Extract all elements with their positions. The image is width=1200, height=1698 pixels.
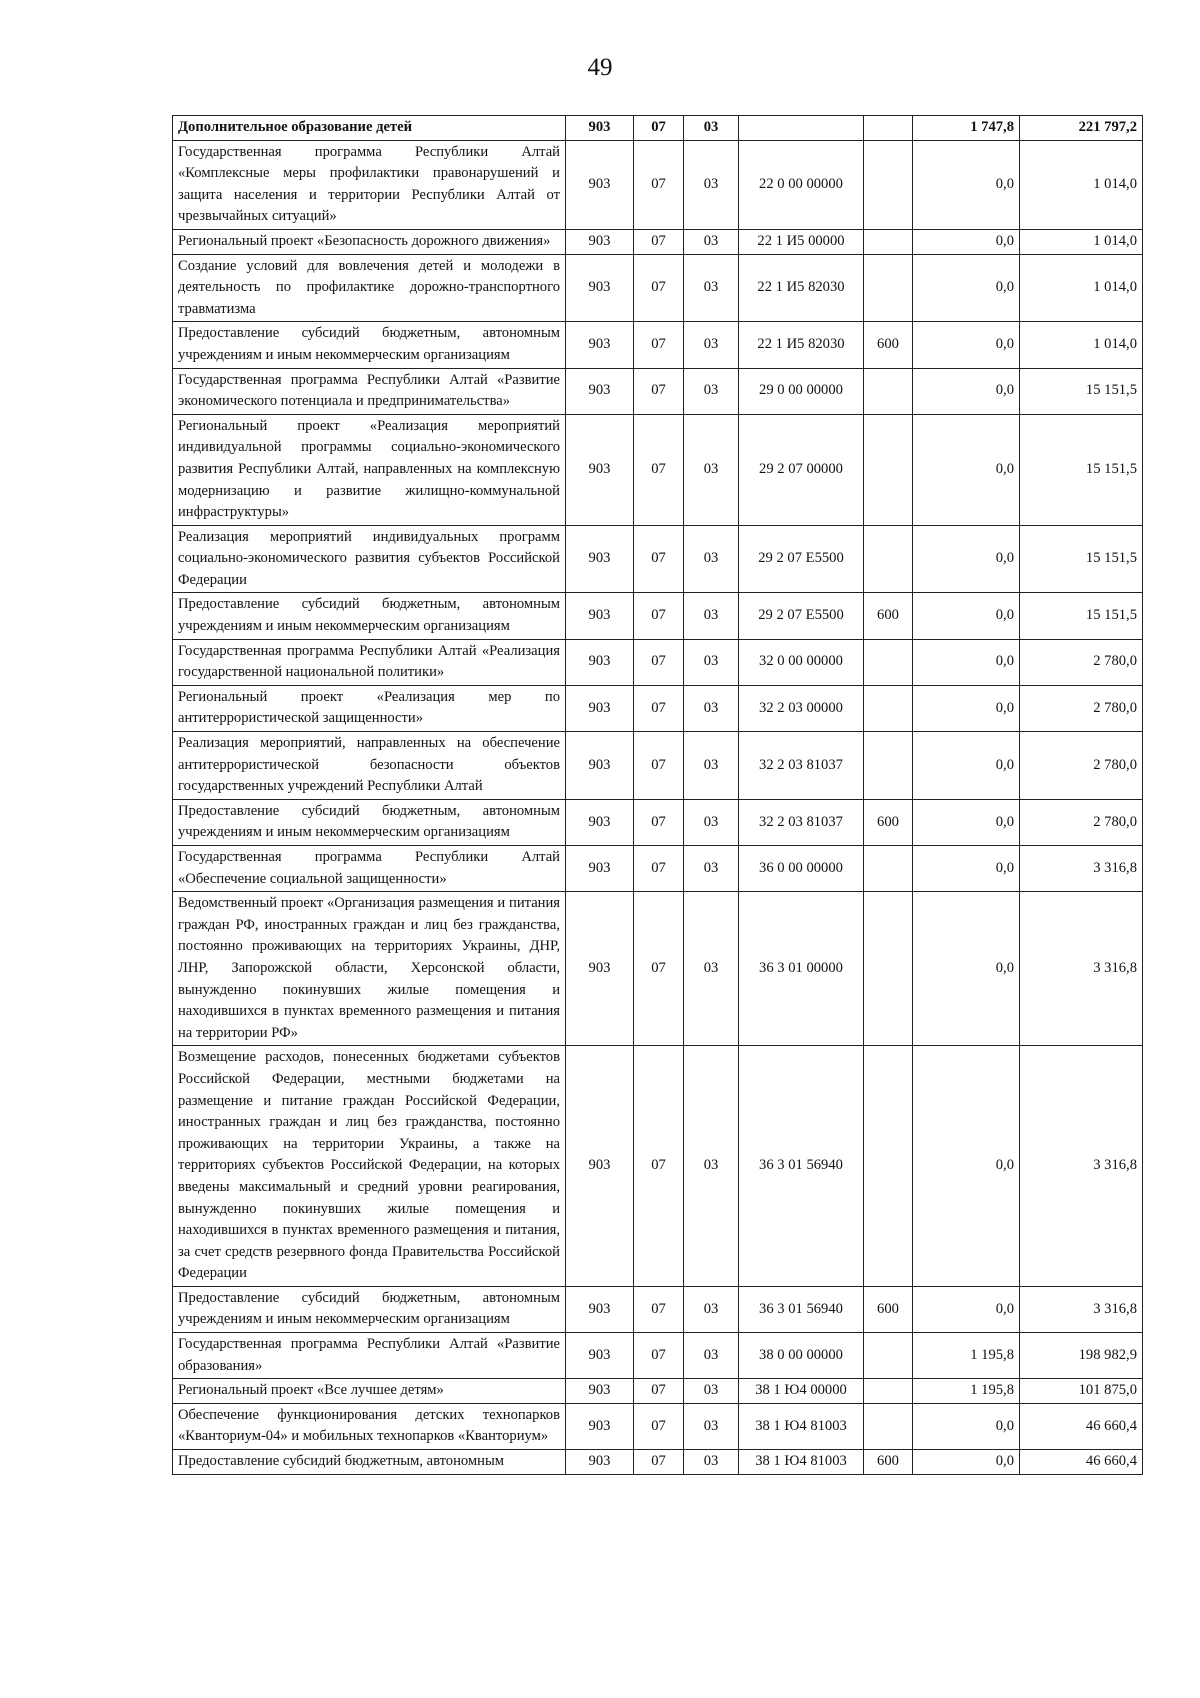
expense-type-cell (864, 229, 913, 254)
table-row (173, 1333, 1143, 1379)
admin-code-cell: 903 (566, 1379, 634, 1404)
amount-federal-cell: 1 195,8 (913, 1379, 1020, 1404)
expense-type-cell: 600 (864, 799, 913, 845)
section-cell: 07 (634, 1046, 684, 1287)
amount-federal-cell: 0,0 (913, 892, 1020, 1046)
expense-type-cell (864, 1333, 913, 1379)
table-row (173, 593, 1143, 639)
subsection-cell: 03 (684, 799, 739, 845)
row-name-cell: Ведомственный проект «Организация размещения и питания граждан РФ, иностранных граждан и лиц без гражданства, постоянно проживающих на территориях Украины, ДНР, ЛНР, Запорожской области, Херсонской области, вынужденно покинувших жилые помещения и находившихся в пунктах временного размещения и питания на территории РФ» (173, 892, 566, 1046)
expense-type-cell (864, 525, 913, 593)
table-row (173, 140, 1143, 229)
row-name-cell: Государственная программа Республики Алтай «Развитие образования» (173, 1333, 566, 1379)
row-name-cell: Государственная программа Республики Алтай «Обеспечение социальной защищенности» (173, 846, 566, 892)
target-article-cell: 22 1 И5 00000 (739, 229, 864, 254)
target-article-cell: 29 2 07 Е5500 (739, 525, 864, 593)
expense-type-cell (864, 846, 913, 892)
target-article-cell: 38 0 00 00000 (739, 1333, 864, 1379)
amount-federal-cell: 0,0 (913, 685, 1020, 731)
target-article-cell: 32 2 03 00000 (739, 685, 864, 731)
admin-code-cell: 903 (566, 414, 634, 525)
expense-type-cell: 600 (864, 593, 913, 639)
target-article-cell: 22 1 И5 82030 (739, 254, 864, 322)
amount-federal-cell: 1 747,8 (913, 116, 1020, 141)
admin-code-cell: 903 (566, 1403, 634, 1449)
target-article-cell: 36 3 01 56940 (739, 1286, 864, 1332)
row-name-cell: Региональный проект «Реализация мер по антитеррористической защищенности» (173, 685, 566, 731)
amount-total-cell: 46 660,4 (1020, 1403, 1143, 1449)
target-article-cell: 22 0 00 00000 (739, 140, 864, 229)
subsection-cell: 03 (684, 140, 739, 229)
expense-type-cell (864, 140, 913, 229)
table-row (173, 525, 1143, 593)
amount-total-cell: 2 780,0 (1020, 732, 1143, 800)
amount-total-cell: 101 875,0 (1020, 1379, 1143, 1404)
amount-total-cell: 15 151,5 (1020, 525, 1143, 593)
subsection-cell: 03 (684, 1046, 739, 1287)
subsection-cell: 03 (684, 322, 739, 368)
amount-federal-cell: 0,0 (913, 368, 1020, 414)
subsection-cell: 03 (684, 892, 739, 1046)
admin-code-cell: 903 (566, 140, 634, 229)
row-name-cell: Создание условий для вовлечения детей и молодежи в деятельность по профилактике дорожно-транспортного травматизма (173, 254, 566, 322)
admin-code-cell: 903 (566, 892, 634, 1046)
table-row (173, 799, 1143, 845)
amount-total-cell: 15 151,5 (1020, 593, 1143, 639)
amount-total-cell: 3 316,8 (1020, 846, 1143, 892)
target-article-cell: 32 2 03 81037 (739, 732, 864, 800)
amount-federal-cell: 1 195,8 (913, 1333, 1020, 1379)
admin-code-cell: 903 (566, 1286, 634, 1332)
amount-total-cell: 1 014,0 (1020, 140, 1143, 229)
section-cell: 07 (634, 1450, 684, 1475)
amount-total-cell: 3 316,8 (1020, 1046, 1143, 1287)
admin-code-cell: 903 (566, 229, 634, 254)
subsection-cell: 03 (684, 1450, 739, 1475)
expense-type-cell (864, 892, 913, 1046)
amount-federal-cell: 0,0 (913, 229, 1020, 254)
section-cell: 07 (634, 229, 684, 254)
amount-total-cell: 15 151,5 (1020, 414, 1143, 525)
expense-type-cell (864, 732, 913, 800)
subsection-cell: 03 (684, 525, 739, 593)
amount-total-cell: 3 316,8 (1020, 1286, 1143, 1332)
amount-federal-cell: 0,0 (913, 1046, 1020, 1287)
table-row (173, 1379, 1143, 1404)
subsection-cell: 03 (684, 368, 739, 414)
target-article-cell: 38 1 Ю4 00000 (739, 1379, 864, 1404)
row-name-cell: Государственная программа Республики Алтай «Реализация государственной национальной политики» (173, 639, 566, 685)
row-name-cell: Предоставление субсидий бюджетным, автономным (173, 1450, 566, 1475)
table-row (173, 1286, 1143, 1332)
expense-type-cell (864, 254, 913, 322)
admin-code-cell: 903 (566, 254, 634, 322)
row-name-cell: Государственная программа Республики Алтай «Комплексные меры профилактики правонарушений и защита населения и территории Республики Алтай от чрезвычайных ситуаций» (173, 140, 566, 229)
expense-type-cell (864, 639, 913, 685)
amount-federal-cell: 0,0 (913, 846, 1020, 892)
admin-code-cell: 903 (566, 593, 634, 639)
admin-code-cell: 903 (566, 1333, 634, 1379)
target-article-cell: 29 2 07 Е5500 (739, 593, 864, 639)
table-row (173, 116, 1143, 141)
table-row (173, 1450, 1143, 1475)
admin-code-cell: 903 (566, 1450, 634, 1475)
section-cell: 07 (634, 1403, 684, 1449)
table-row (173, 639, 1143, 685)
section-cell: 07 (634, 322, 684, 368)
target-article-cell: 29 2 07 00000 (739, 414, 864, 525)
expense-type-cell (864, 414, 913, 525)
table-row (173, 368, 1143, 414)
expense-type-cell: 600 (864, 1286, 913, 1332)
admin-code-cell: 903 (566, 525, 634, 593)
row-name-cell: Региональный проект «Реализация мероприятий индивидуальной программы социально-экономического развития Республики Алтай, направленных на комплексную модернизацию и развитие жилищно-коммунальной инфраструктуры» (173, 414, 566, 525)
admin-code-cell: 903 (566, 799, 634, 845)
expense-type-cell (864, 1379, 913, 1404)
target-article-cell: 36 3 01 56940 (739, 1046, 864, 1287)
expense-type-cell: 600 (864, 1450, 913, 1475)
row-name-cell: Государственная программа Республики Алтай «Развитие экономического потенциала и предпринимательства» (173, 368, 566, 414)
amount-total-cell: 2 780,0 (1020, 685, 1143, 731)
section-cell: 07 (634, 1286, 684, 1332)
row-name-cell: Предоставление субсидий бюджетным, автономным учреждениям и иным некоммерческим организациям (173, 799, 566, 845)
admin-code-cell: 903 (566, 685, 634, 731)
row-name-cell: Возмещение расходов, понесенных бюджетами субъектов Российской Федерации, местными бюджетами на размещение и питание граждан Российской Федерации, иностранных граждан и лиц без гражданства, постоянно проживающих на территории Украины, а также на территориях субъектов Российской Федерации, на которых введены максимальный и средний уровни реагирования, вынужденно покинувших жилые помещения и находившихся в пунктах временного размещения и питания, за счет средств резервного фонда Правительства Российской Федерации (173, 1046, 566, 1287)
subsection-cell: 03 (684, 593, 739, 639)
admin-code-cell: 903 (566, 639, 634, 685)
amount-federal-cell: 0,0 (913, 593, 1020, 639)
target-article-cell: 38 1 Ю4 81003 (739, 1403, 864, 1449)
section-cell: 07 (634, 1379, 684, 1404)
table-row (173, 685, 1143, 731)
subsection-cell: 03 (684, 846, 739, 892)
row-name-cell: Региональный проект «Все лучшее детям» (173, 1379, 566, 1404)
amount-total-cell: 1 014,0 (1020, 322, 1143, 368)
table-body (173, 116, 1143, 1475)
admin-code-cell: 903 (566, 846, 634, 892)
subsection-cell: 03 (684, 1403, 739, 1449)
table-row (173, 1046, 1143, 1287)
admin-code-cell: 903 (566, 1046, 634, 1287)
section-cell: 07 (634, 254, 684, 322)
section-cell: 07 (634, 525, 684, 593)
expense-type-cell: 600 (864, 322, 913, 368)
target-article-cell: 36 0 00 00000 (739, 846, 864, 892)
amount-total-cell: 46 660,4 (1020, 1450, 1143, 1475)
target-article-cell: 38 1 Ю4 81003 (739, 1450, 864, 1475)
section-cell: 07 (634, 116, 684, 141)
amount-total-cell: 2 780,0 (1020, 799, 1143, 845)
section-cell: 07 (634, 593, 684, 639)
amount-total-cell: 2 780,0 (1020, 639, 1143, 685)
subsection-cell: 03 (684, 229, 739, 254)
table-row (173, 322, 1143, 368)
target-article-cell: 32 0 00 00000 (739, 639, 864, 685)
amount-federal-cell: 0,0 (913, 1450, 1020, 1475)
target-article-cell: 29 0 00 00000 (739, 368, 864, 414)
table-row (173, 892, 1143, 1046)
admin-code-cell: 903 (566, 732, 634, 800)
table-row (173, 229, 1143, 254)
amount-total-cell: 221 797,2 (1020, 116, 1143, 141)
row-name-cell: Региональный проект «Безопасность дорожного движения» (173, 229, 566, 254)
target-article-cell: 36 3 01 00000 (739, 892, 864, 1046)
admin-code-cell: 903 (566, 322, 634, 368)
expense-type-cell (864, 685, 913, 731)
admin-code-cell: 903 (566, 116, 634, 141)
amount-federal-cell: 0,0 (913, 140, 1020, 229)
row-name-cell: Реализация мероприятий, направленных на обеспечение антитеррористической безопасности объектов государственных учреждений Республики Алтай (173, 732, 566, 800)
section-cell: 07 (634, 368, 684, 414)
row-name-cell: Предоставление субсидий бюджетным, автономным учреждениям и иным некоммерческим организациям (173, 593, 566, 639)
subsection-cell: 03 (684, 639, 739, 685)
row-name-cell: Обеспечение функционирования детских технопарков «Кванториум-04» и мобильных технопарков «Кванториум» (173, 1403, 566, 1449)
admin-code-cell: 903 (566, 368, 634, 414)
section-cell: 07 (634, 140, 684, 229)
amount-federal-cell: 0,0 (913, 1286, 1020, 1332)
table-row (173, 732, 1143, 800)
amount-federal-cell: 0,0 (913, 525, 1020, 593)
subsection-cell: 03 (684, 1286, 739, 1332)
row-name-cell: Предоставление субсидий бюджетным, автономным учреждениям и иным некоммерческим организациям (173, 322, 566, 368)
section-cell: 07 (634, 892, 684, 1046)
subsection-cell: 03 (684, 732, 739, 800)
target-article-cell (739, 116, 864, 141)
row-name-cell: Предоставление субсидий бюджетным, автономным учреждениям и иным некоммерческим организациям (173, 1286, 566, 1332)
section-cell: 07 (634, 1333, 684, 1379)
table-row (173, 1403, 1143, 1449)
amount-federal-cell: 0,0 (913, 639, 1020, 685)
expense-type-cell (864, 368, 913, 414)
subsection-cell: 03 (684, 254, 739, 322)
amount-federal-cell: 0,0 (913, 799, 1020, 845)
target-article-cell: 22 1 И5 82030 (739, 322, 864, 368)
section-cell: 07 (634, 732, 684, 800)
amount-total-cell: 3 316,8 (1020, 892, 1143, 1046)
section-cell: 07 (634, 799, 684, 845)
subsection-cell: 03 (684, 414, 739, 525)
subsection-cell: 03 (684, 1379, 739, 1404)
expense-type-cell (864, 1403, 913, 1449)
expense-type-cell (864, 1046, 913, 1287)
amount-total-cell: 1 014,0 (1020, 229, 1143, 254)
amount-total-cell: 198 982,9 (1020, 1333, 1143, 1379)
table-row (173, 254, 1143, 322)
section-cell: 07 (634, 685, 684, 731)
amount-total-cell: 15 151,5 (1020, 368, 1143, 414)
amount-federal-cell: 0,0 (913, 1403, 1020, 1449)
section-cell: 07 (634, 846, 684, 892)
table-row (173, 846, 1143, 892)
amount-federal-cell: 0,0 (913, 414, 1020, 525)
target-article-cell: 32 2 03 81037 (739, 799, 864, 845)
expense-type-cell (864, 116, 913, 141)
subsection-cell: 03 (684, 685, 739, 731)
row-name-cell: Дополнительное образование детей (173, 116, 566, 141)
table-row (173, 414, 1143, 525)
budget-table (172, 115, 1143, 1475)
section-cell: 07 (634, 414, 684, 525)
subsection-cell: 03 (684, 116, 739, 141)
amount-federal-cell: 0,0 (913, 322, 1020, 368)
page-number: 49 (587, 54, 613, 81)
amount-federal-cell: 0,0 (913, 732, 1020, 800)
row-name-cell: Реализация мероприятий индивидуальных программ социально-экономического развития субъектов Российской Федерации (173, 525, 566, 593)
subsection-cell: 03 (684, 1333, 739, 1379)
amount-total-cell: 1 014,0 (1020, 254, 1143, 322)
amount-federal-cell: 0,0 (913, 254, 1020, 322)
section-cell: 07 (634, 639, 684, 685)
